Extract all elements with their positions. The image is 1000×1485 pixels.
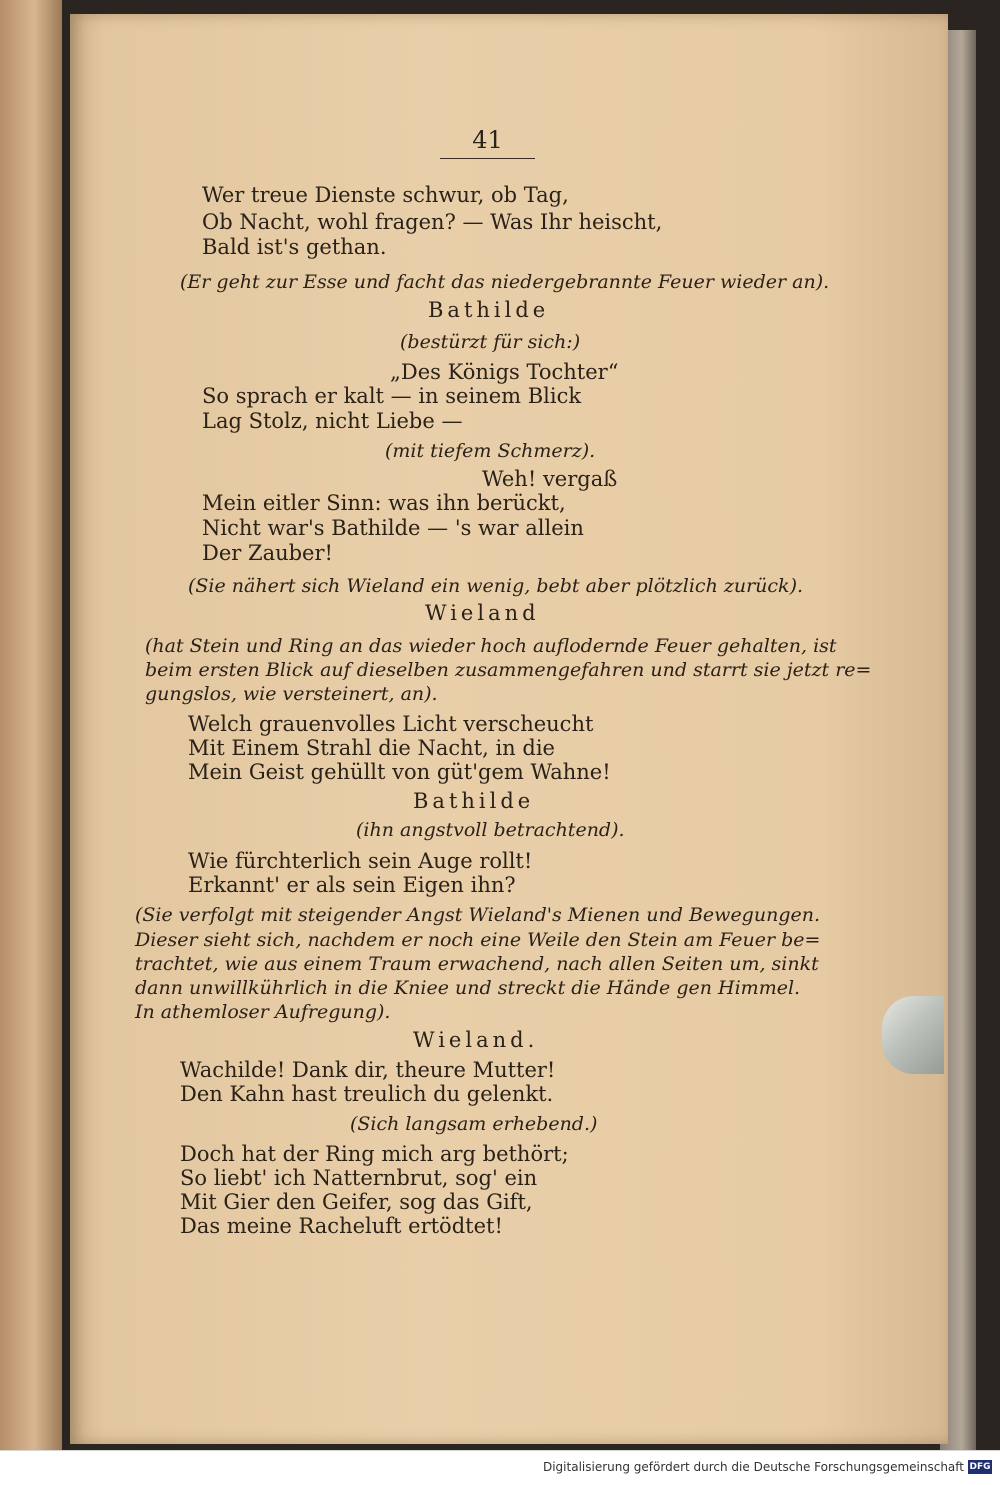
verse-line: Mein eitler Sinn: was ihn berückt, <box>202 491 566 515</box>
verse-line: Wachilde! Dank dir, theure Mutter! <box>180 1058 556 1082</box>
verse-line: Nicht war's Bathilde — 's war allein <box>202 516 584 540</box>
verse-line: Bald ist's gethan. <box>202 235 387 259</box>
stage-direction: beim ersten Blick auf dieselben zusammengefahren und starrt sie jetzt re= <box>145 659 872 681</box>
verse-line: Lag Stolz, nicht Liebe — <box>202 409 463 433</box>
page-number-rule <box>440 158 535 159</box>
speaker-name: Wieland <box>425 601 540 625</box>
stage-direction: gungslos, wie versteinert, an). <box>145 683 438 705</box>
verse-line: Den Kahn hast treulich du gelenkt. <box>180 1082 554 1106</box>
digitization-footer <box>0 1450 1000 1485</box>
verse-line: Welch grauenvolles Licht verscheucht <box>188 712 594 736</box>
stage-direction: In athemloser Aufregung). <box>135 1001 391 1023</box>
verse-line: So liebt' ich Natternbrut, sog' ein <box>180 1166 538 1190</box>
speaker-name: Bathilde <box>428 298 550 322</box>
verse-line: So sprach er kalt — in seinem Blick <box>202 384 582 408</box>
verse-line: Mein Geist gehüllt von güt'gem Wahne! <box>188 760 611 784</box>
stage-direction: dann unwillkührlich in die Kniee und streckt die Hände gen Himmel. <box>135 977 801 999</box>
footer-credit: Digitalisierung gefördert durch die Deutsche Forschungsgemeinschaft <box>542 1460 964 1474</box>
verse-line: Mit Einem Strahl die Nacht, in die <box>188 736 555 760</box>
verse-line: Erkannt' er als sein Eigen ihn? <box>188 873 516 897</box>
verse-line: „Des Königs Tochter“ <box>390 360 619 384</box>
stage-direction: (ihn angstvoll betrachtend). <box>356 819 625 841</box>
stage-direction: (Er geht zur Esse und facht das niedergebrannte Feuer wieder an). <box>180 271 830 293</box>
verse-line: Wer treue Dienste schwur, ob Tag, <box>202 183 569 207</box>
speaker-name: Wieland. <box>413 1028 539 1052</box>
stage-direction: (mit tiefem Schmerz). <box>385 440 596 462</box>
stage-direction: trachtet, wie aus einem Traum erwachend, nach allen Seiten um, sinkt <box>135 953 819 975</box>
verse-line: Wie fürchterlich sein Auge rollt! <box>188 849 533 873</box>
stage-direction: (bestürzt für sich:) <box>400 331 581 353</box>
stage-direction: (hat Stein und Ring an das wieder hoch auflodernde Feuer gehalten, ist <box>145 635 837 657</box>
page-number: 41 <box>472 126 503 154</box>
verse-line: Mit Gier den Geifer, sog das Gift, <box>180 1190 533 1214</box>
verse-line: Der Zauber! <box>202 541 333 565</box>
verse-line: Weh! vergaß <box>482 467 618 491</box>
stage-direction: (Sie verfolgt mit steigender Angst Wieland's Mienen und Bewegungen. <box>135 904 821 926</box>
verse-line: Ob Nacht, wohl fragen? — Was Ihr heischt, <box>202 210 663 234</box>
stage-direction: (Sich langsam erhebend.) <box>350 1113 598 1135</box>
facing-page-edge <box>0 0 62 1450</box>
dfg-logo-icon: DFG <box>969 1462 991 1472</box>
stage-direction: (Sie nähert sich Wieland ein wenig, bebt aber plötzlich zurück). <box>188 575 804 597</box>
verse-line: Das meine Racheluft ertödtet! <box>180 1214 503 1238</box>
verse-line: Doch hat der Ring mich arg bethört; <box>180 1142 569 1166</box>
speaker-name: Bathilde <box>413 789 535 813</box>
page-clip <box>882 996 944 1074</box>
stage-direction: Dieser sieht sich, nachdem er noch eine Weile den Stein am Feuer be= <box>135 929 821 951</box>
